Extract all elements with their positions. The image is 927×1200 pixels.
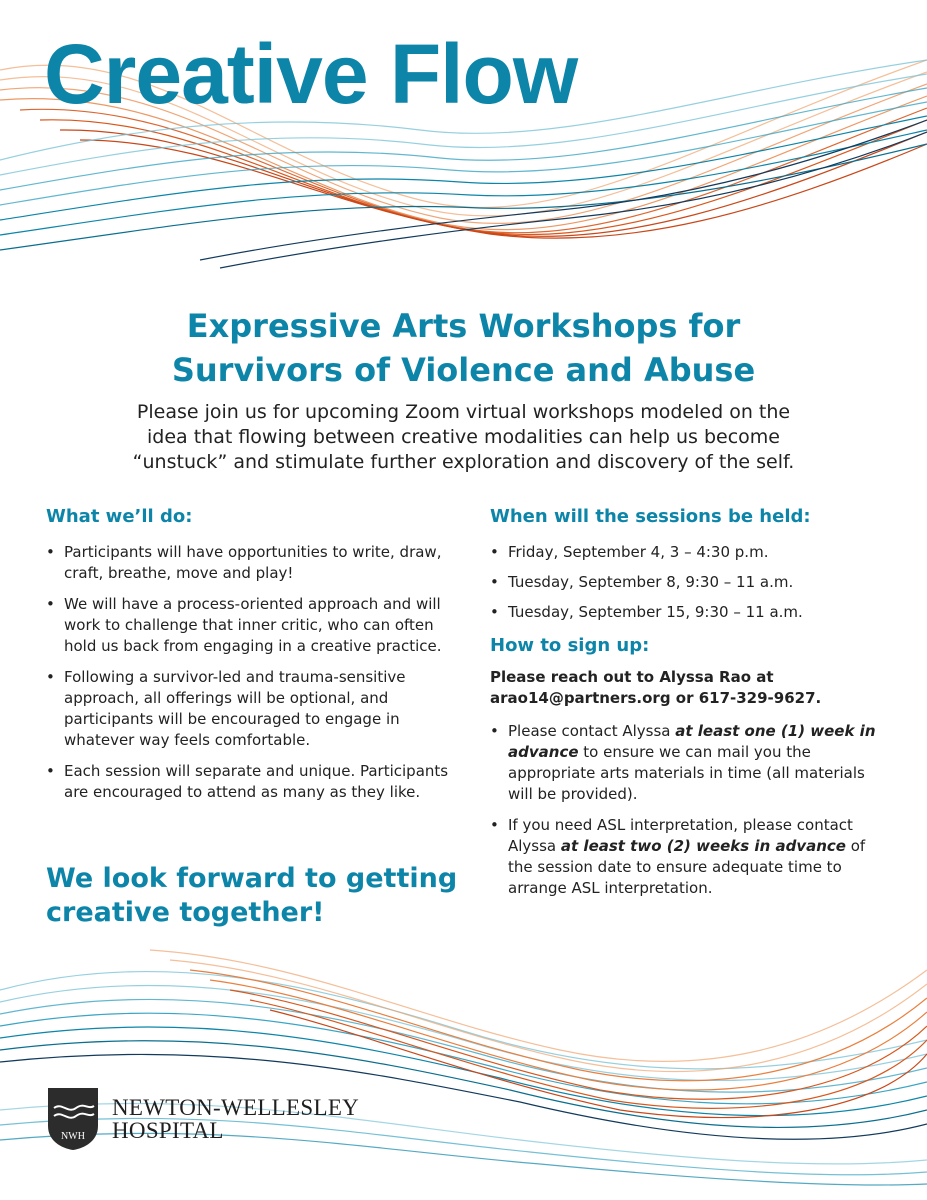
closing-message: [46, 862, 466, 930]
note-text: to ensure we can mail you the appropriate arts materials in time (all materials will be provided).: [508, 743, 865, 803]
page-title: Creative Flow: [44, 27, 578, 121]
section-heading: When will the sessions be held:: [490, 506, 811, 527]
session-item: • Tuesday, September 8, 9:30 – 11 a.m.: [490, 572, 890, 593]
closing-line: We look forward to getting: [46, 863, 458, 894]
list-item: • We will have a process-oriented approach and will work to challenge that inner critic, who can often hold us back from engaging in a creative practice.: [46, 594, 456, 657]
session-item: • Tuesday, September 15, 9:30 – 11 a.m.: [490, 602, 890, 623]
session-item: • Friday, September 4, 3 – 4:30 p.m.: [490, 542, 890, 563]
headline-line: Survivors of Violence and Abuse: [171, 351, 756, 389]
hospital-name-line: NEWTON-WELLESLEY: [112, 1095, 360, 1120]
note-text: Please contact Alyssa: [508, 722, 676, 740]
list-item: • Participants will have opportunities to write, draw, craft, breathe, move and play!: [46, 542, 456, 584]
contact-info: [490, 667, 890, 709]
section-heading: What we’ll do:: [46, 506, 193, 527]
intro-line: idea that flowing between creative modalities can help us become: [147, 426, 780, 448]
session-list: [490, 542, 890, 623]
bottom-wave-decoration: [0, 930, 927, 1200]
note-emphasis: at least one (1) week in advance: [508, 722, 876, 761]
list-item: • Following a survivor-led and trauma-sensitive approach, all offerings will be optional, and participants will be encouraged to engage in whatever way feels comfortable.: [46, 667, 456, 751]
signup-notes: [490, 721, 890, 899]
contact-line: Please reach out to Alyssa Rao at: [490, 668, 774, 686]
note-text: of the session date to ensure adequate time to arrange ASL interpretation.: [508, 837, 866, 897]
section-heading: How to sign up:: [490, 635, 650, 656]
headline-line: Expressive Arts Workshops for: [186, 307, 741, 345]
hospital-name-line: HOSPITAL: [112, 1118, 224, 1143]
hospital-name: [112, 1096, 359, 1142]
list-item: [490, 721, 890, 805]
activity-list: [46, 542, 456, 803]
list-item: • Each session will separate and unique. Participants are encouraged to attend as many as they like.: [46, 761, 456, 803]
logo-initials: NWH: [61, 1131, 85, 1142]
what-we-do-section: [46, 506, 456, 813]
note-text: If you need ASL interpretation, please contact Alyssa: [508, 816, 853, 855]
contact-line: arao14@partners.org or 617-329-9627.: [490, 689, 822, 707]
closing-line: creative together!: [46, 897, 325, 928]
hospital-logo: [46, 1086, 359, 1152]
intro-line: “unstuck” and stimulate further exploration and discovery of the self.: [132, 451, 795, 473]
schedule-section: [490, 506, 890, 909]
intro-paragraph: [60, 400, 867, 475]
list-item: [490, 815, 890, 899]
shield-icon: [46, 1086, 100, 1152]
intro-line: Please join us for upcoming Zoom virtual workshops modeled on the: [136, 401, 791, 423]
note-emphasis: at least two (2) weeks in advance: [560, 837, 846, 855]
headline: [0, 304, 927, 392]
